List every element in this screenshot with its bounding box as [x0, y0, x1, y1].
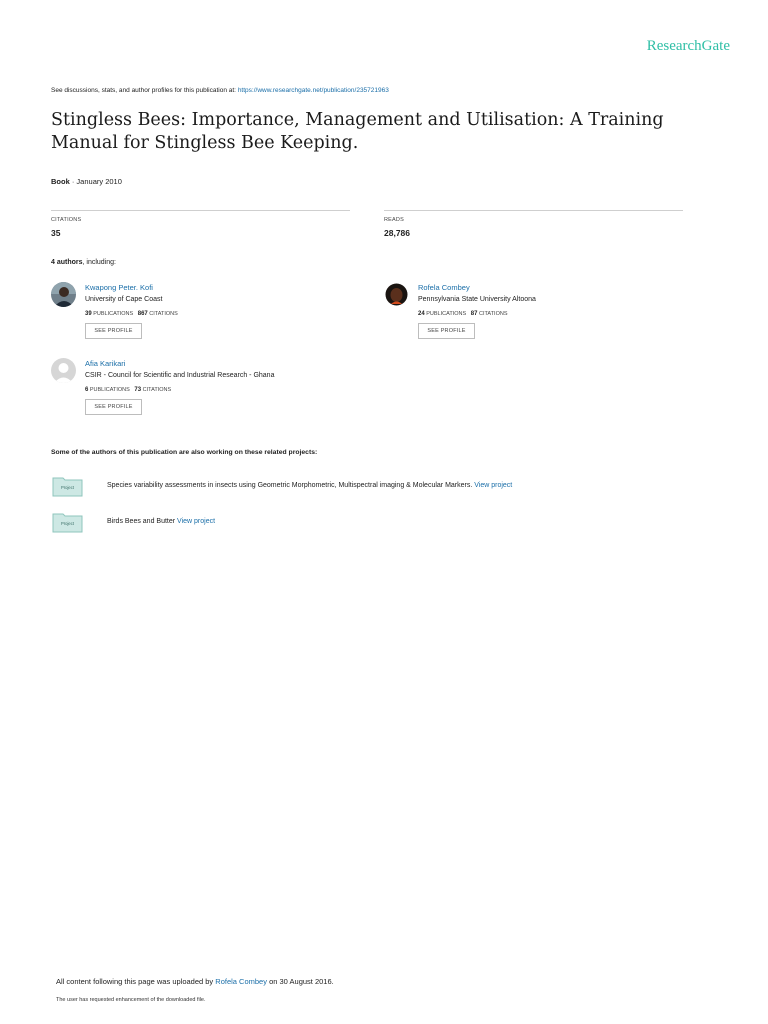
project-item [52, 511, 732, 537]
related-projects-heading: Some of the authors of this publication are also working on these related projects: [51, 449, 318, 456]
author-avatar[interactable] [384, 282, 409, 307]
author-institution: CSIR - Council for Scientific and Industrial Research - Ghana [85, 372, 275, 379]
author-stats [85, 387, 171, 393]
author-citations-label: CITATIONS [478, 311, 508, 317]
author-avatar[interactable] [51, 282, 76, 307]
publication-title: Stingless Bees: Importance, Management and Utilisation: A Training Manual for Stingless Bee Keeping. [51, 110, 664, 153]
project-title: Species variability assessments in insects using Geometric Morphometric, Multispectral imaging & Molecular Markers. [107, 482, 473, 489]
author-citations-count: 87 [470, 311, 478, 317]
citations-label: CITATIONS [51, 217, 82, 223]
author-stats [418, 311, 508, 317]
discussion-line [51, 87, 389, 94]
author-card [51, 282, 351, 352]
authors-including: , including: [82, 259, 116, 266]
view-project-link[interactable]: View project [177, 518, 216, 525]
author-name-link[interactable]: Kwapong Peter. Kofi [85, 283, 153, 292]
author-card [384, 282, 684, 352]
author-institution: Pennsylvania State University Altoona [418, 296, 536, 303]
author-citations-label: CITATIONS [142, 387, 172, 393]
project-icon-label: Project [60, 521, 75, 526]
see-profile-button[interactable]: SEE PROFILE [418, 323, 475, 339]
author-publications-label: PUBLICATIONS [93, 311, 134, 317]
author-institution: University of Cape Coast [85, 296, 163, 303]
researchgate-logo[interactable]: ResearchGate [646, 38, 730, 54]
upload-note [56, 977, 334, 986]
project-icon-label: Project [60, 485, 75, 490]
citations-value: 35 [51, 228, 61, 238]
project-title: Birds Bees and Butter [107, 518, 176, 525]
enhancement-note: The user has requested enhancement of the downloaded file. [56, 997, 206, 1003]
view-project-link[interactable]: View project [474, 482, 513, 489]
reads-value: 28,786 [384, 228, 410, 238]
authors-heading [51, 259, 116, 266]
project-description [107, 482, 512, 489]
reads-divider [384, 210, 683, 211]
project-folder-icon [52, 475, 83, 497]
authors-count: 4 authors [51, 259, 83, 266]
author-name-link[interactable]: Rofela Combey [418, 283, 470, 292]
default-avatar-icon[interactable] [51, 358, 76, 383]
see-profile-button[interactable]: SEE PROFILE [85, 323, 142, 339]
project-description [107, 518, 215, 525]
publication-type: Book [51, 177, 70, 186]
author-citations-count: 867 [137, 311, 148, 317]
upload-suffix: on 30 August 2016. [269, 977, 334, 986]
author-publications-label: PUBLICATIONS [89, 387, 130, 393]
author-publications-count: 39 [85, 311, 92, 317]
author-publications-label: PUBLICATIONS [426, 311, 467, 317]
see-profile-button[interactable]: SEE PROFILE [85, 399, 142, 415]
publication-info [51, 177, 122, 186]
reads-label: READS [384, 217, 404, 223]
discussion-text: See discussions, stats, and author profiles for this publication at: [51, 87, 236, 94]
author-citations-label: CITATIONS [149, 311, 178, 317]
author-card [51, 358, 351, 428]
author-publications-count: 24 [418, 311, 425, 317]
project-item [52, 475, 732, 501]
publication-date: · January 2010 [71, 177, 122, 186]
upload-prefix: All content following this page was uploaded by [56, 977, 214, 986]
project-folder-icon [52, 511, 83, 533]
author-stats [85, 311, 178, 317]
author-name-link[interactable]: Afia Karikari [85, 359, 126, 368]
citations-divider [51, 210, 350, 211]
author-publications-count: 6 [85, 387, 89, 393]
publication-url-link[interactable]: https://www.researchgate.net/publication/235721963 [237, 87, 389, 94]
uploader-link[interactable]: Rofela Combey [215, 977, 267, 986]
author-citations-count: 73 [134, 387, 142, 393]
